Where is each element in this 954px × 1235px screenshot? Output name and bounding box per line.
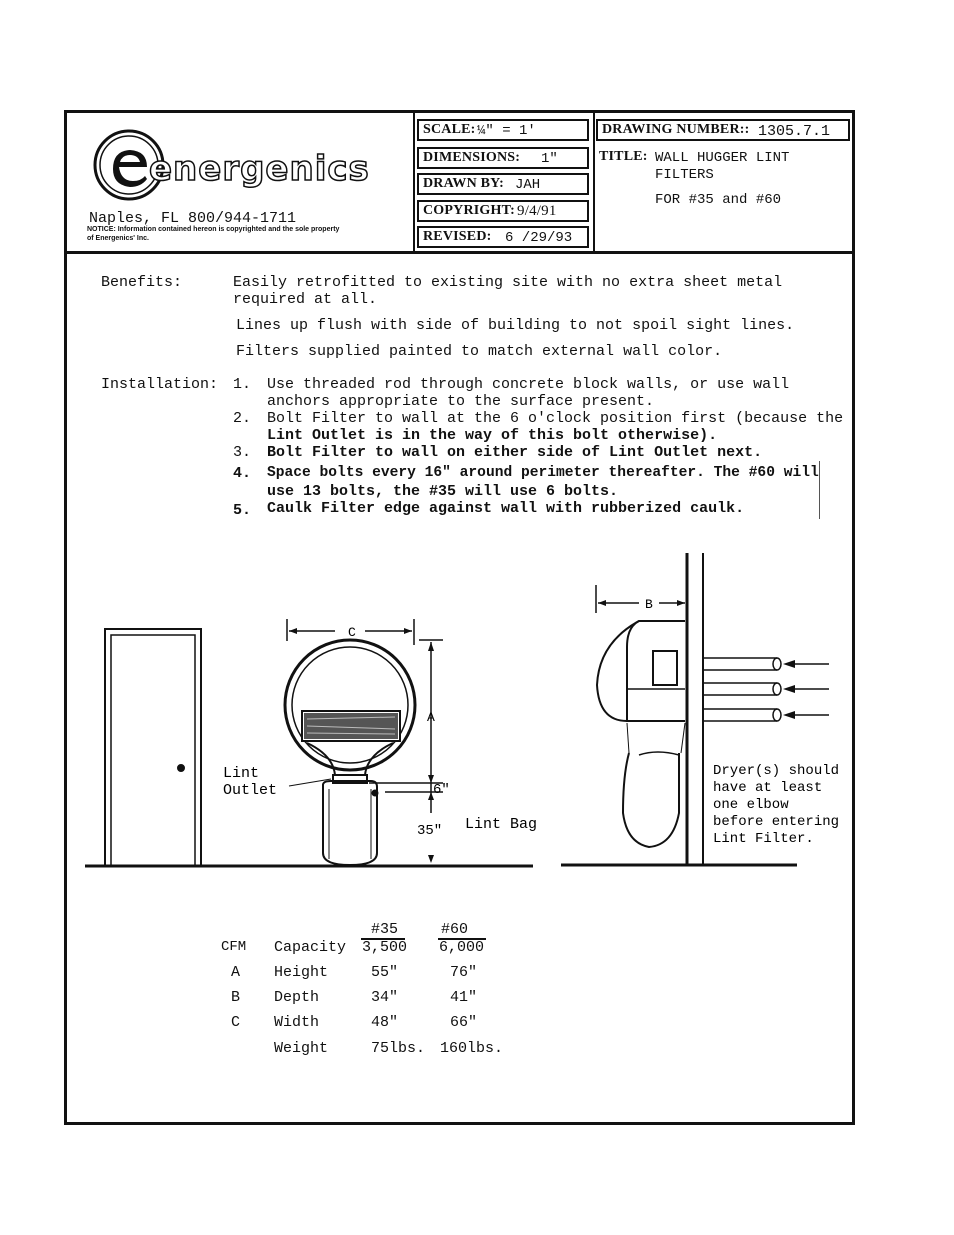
- lint-bag-label: Lint Bag: [465, 816, 538, 833]
- dimension-a-label: A: [427, 710, 435, 725]
- drawn-by-label: DRAWN BY:: [423, 176, 505, 191]
- row-a-35: 55": [371, 964, 399, 981]
- row-a-60: 76": [450, 964, 478, 981]
- benefit-2: Lines up flush with side of building to not spoil sight lines.: [236, 317, 795, 334]
- revised-label: REVISED:: [423, 229, 492, 244]
- header-divider: [67, 251, 852, 254]
- row-c-code: C: [231, 1014, 241, 1031]
- copyright-label: COPYRIGHT:: [423, 203, 515, 218]
- revised-box: [417, 226, 589, 248]
- copyright-box: [417, 200, 589, 222]
- step-4-line-2: use 13 bolts, the #35 will use 6 bolts.: [267, 483, 619, 500]
- installation-diagram: [67, 543, 852, 883]
- benefit-1-line-1: Easily retrofitted to existing site with no extra sheet metal: [233, 274, 783, 291]
- scale-label: SCALE:: [423, 122, 476, 137]
- drawn-by-value: JAH: [515, 177, 541, 193]
- dimension-6-label: 6": [433, 782, 450, 798]
- row-c-60: 66": [450, 1014, 478, 1031]
- dimension-b-label: B: [645, 597, 653, 612]
- step-4-num: 4.: [233, 465, 252, 482]
- row-cfm-35: 3,500: [362, 939, 408, 956]
- copyright-notice-2: of Energenics' Inc.: [87, 235, 149, 242]
- step-1-line-2: anchors appropriate to the surface present.: [267, 393, 655, 410]
- dimensions-label: DIMENSIONS:: [423, 150, 521, 165]
- step-3-num: 3.: [233, 444, 252, 461]
- row-weight-60: 160lbs.: [440, 1040, 504, 1057]
- dryer-note-3: one elbow: [713, 797, 789, 813]
- row-weight-name: Weight: [274, 1040, 329, 1057]
- scale-value: ¼" = 1': [477, 123, 536, 139]
- company-address: Naples, FL 800/944-1711: [89, 210, 297, 227]
- title-label: TITLE:: [599, 149, 648, 164]
- step-2-line-2: Lint Outlet is in the way of this bolt otherwise).: [267, 427, 718, 444]
- step-2-num: 2.: [233, 410, 252, 427]
- logo-text: energenics: [149, 149, 370, 189]
- header-logo-divider: [413, 113, 415, 252]
- company-logo: [89, 125, 370, 205]
- title-line-1: WALL HUGGER LINT: [655, 150, 790, 166]
- benefits-label: Benefits:: [101, 274, 183, 291]
- step-1-num: 1.: [233, 376, 252, 393]
- dryer-note-1: Dryer(s) should: [713, 763, 840, 779]
- row-cfm-60: 6,000: [439, 939, 485, 956]
- step-1-line-1: Use threaded rod through concrete block walls, or use wall: [267, 376, 790, 393]
- header-35: #35: [371, 921, 399, 938]
- drawing-number-box: [596, 119, 850, 141]
- benefit-1-line-2: required at all.: [233, 291, 378, 308]
- dryer-note-2: have at least: [713, 780, 823, 796]
- row-weight-35: 75lbs.: [371, 1040, 426, 1057]
- benefit-3: Filters supplied painted to match external wall color.: [236, 343, 723, 360]
- drawing-sheet: [64, 110, 855, 1125]
- step-5-num: 5.: [233, 502, 252, 519]
- row-c-35: 48": [371, 1014, 399, 1031]
- step-4-line-1: Space bolts every 16" around perimeter thereafter. The #60 will: [267, 465, 819, 481]
- drawing-number-label: DRAWING NUMBER::: [602, 122, 750, 137]
- row-cfm-name: Capacity: [274, 939, 347, 956]
- drawn-by-box: [417, 173, 589, 195]
- row-b-60: 41": [450, 989, 478, 1006]
- dryer-note-4: before entering: [713, 814, 840, 830]
- dimensions-box: [417, 147, 589, 169]
- step-3-line-1: Bolt Filter to wall on either side of Lint Outlet next.: [267, 444, 763, 461]
- title-line-3: FOR #35 and #60: [655, 192, 782, 208]
- row-a-code: A: [231, 964, 241, 981]
- dryer-note-5: Lint Filter.: [713, 831, 814, 847]
- row-a-name: Height: [274, 964, 329, 981]
- revised-value: 6 /29/93: [505, 230, 573, 246]
- header-60: #60: [441, 921, 469, 938]
- row-b-code: B: [231, 989, 241, 1006]
- dimension-c-label: C: [348, 625, 356, 640]
- margin-mark: [819, 461, 820, 519]
- copyright-value: 9/4/91: [517, 203, 557, 219]
- header-title-divider: [593, 113, 595, 252]
- row-c-name: Width: [274, 1014, 320, 1031]
- dimensions-value: 1": [541, 151, 558, 167]
- title-line-2: FILTERS: [655, 167, 714, 183]
- lint-outlet-label-2: Outlet: [223, 782, 278, 799]
- step-2-line-1: Bolt Filter to wall at the 6 o'clock position first (because the: [267, 410, 844, 427]
- dimension-35-label: 35": [417, 823, 443, 839]
- row-cfm-code: CFM: [221, 939, 247, 955]
- copyright-notice-1: NOTICE: Information contained hereon is copyrighted and the sole property: [87, 226, 340, 233]
- drawing-number-value: 1305.7.1: [758, 123, 831, 140]
- step-5-line-1: Caulk Filter edge against wall with rubberized caulk.: [267, 500, 745, 517]
- row-b-35: 34": [371, 989, 399, 1006]
- lint-outlet-label-1: Lint: [223, 765, 260, 782]
- installation-label: Installation:: [101, 376, 219, 393]
- scale-box: [417, 119, 589, 141]
- row-b-name: Depth: [274, 989, 320, 1006]
